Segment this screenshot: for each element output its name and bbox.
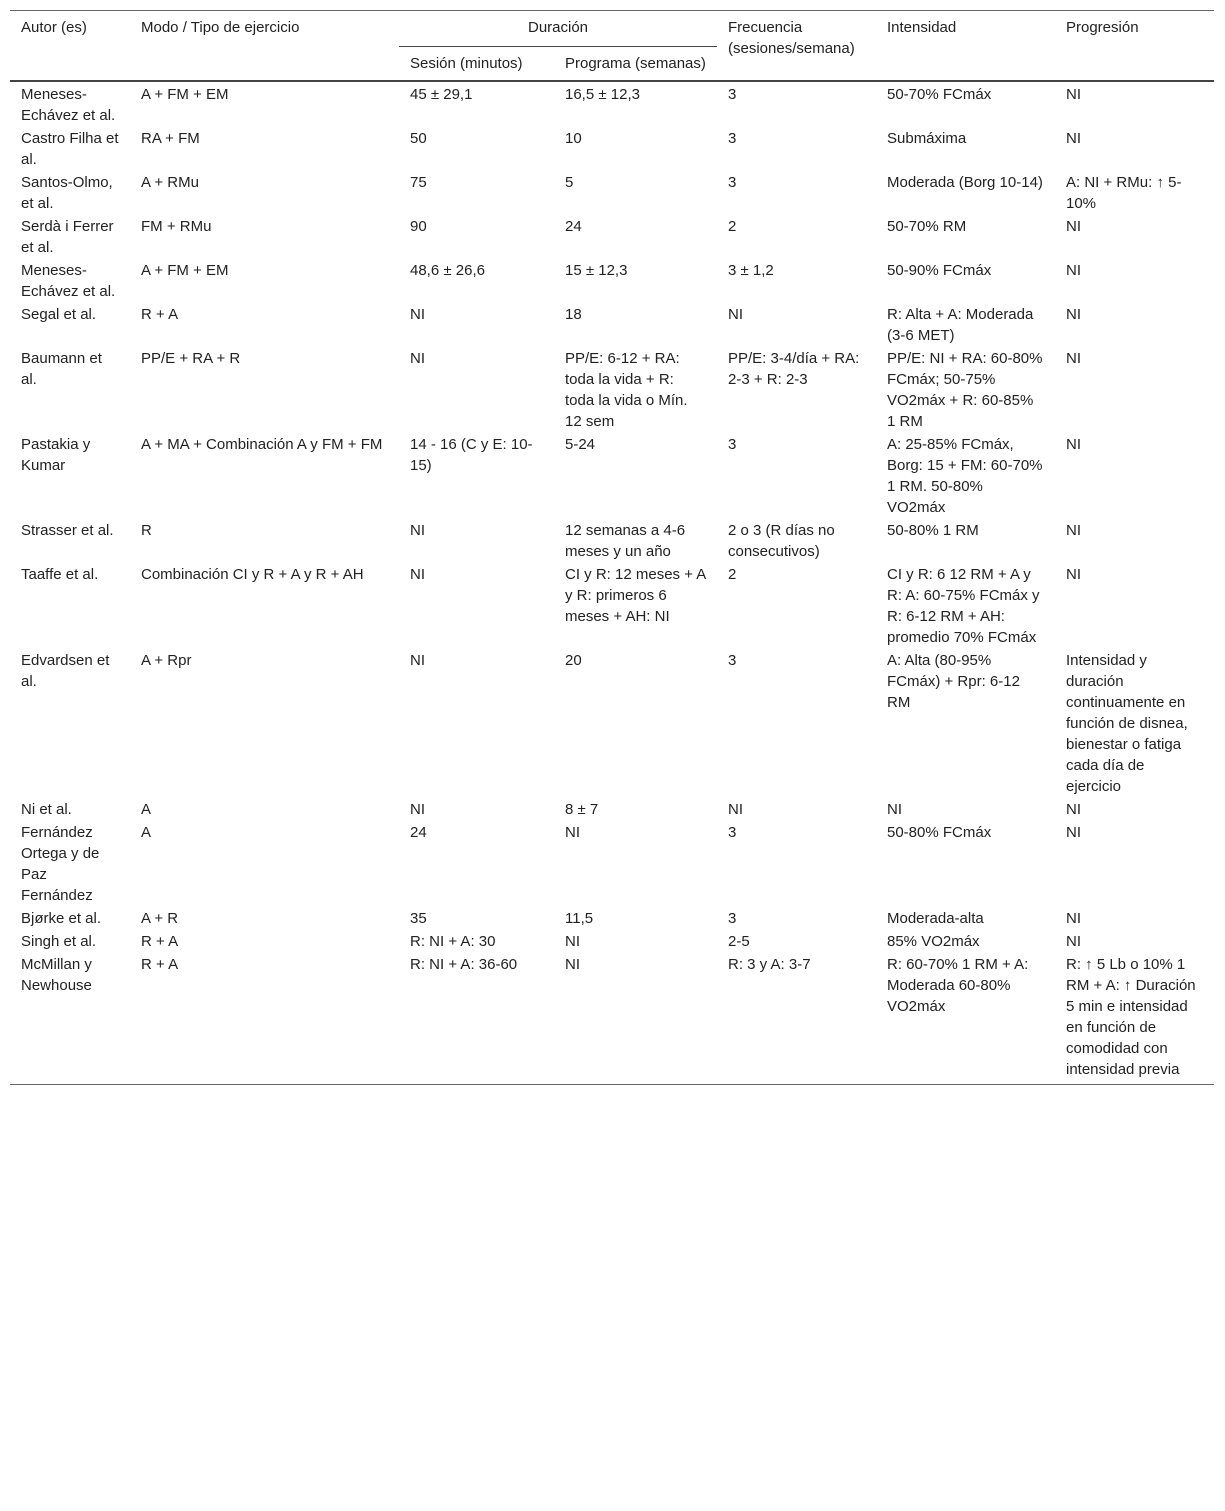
cell-progression: R: ↑ 5 Lb o 10% 1 RM + A: ↑ Duración 5 min e intensidad en función de comodidad con intensidad previa	[1066, 956, 1196, 1078]
cell-author: Ni et al.	[21, 801, 72, 818]
cell-frequency: 3 ± 1,2	[728, 262, 774, 279]
cell-program: 12 semanas a 4-6 meses y un año	[565, 522, 686, 560]
cell-session: NI	[410, 652, 425, 669]
table-row	[10, 798, 1214, 821]
cell-mode: A + R	[141, 910, 179, 927]
table-row	[10, 347, 1214, 433]
cell-intensity: PP/E: NI + RA: 60-80% FCmáx; 50-75% VO2máx + R: 60-85% 1 RM	[887, 350, 1043, 430]
cell-intensity: 50-90% FCmáx	[887, 262, 992, 279]
cell-progression: NI	[1066, 522, 1081, 539]
header-duration: Duración	[399, 11, 717, 47]
cell-mode: R + A	[141, 306, 179, 323]
cell-intensity: 50-80% 1 RM	[887, 522, 979, 539]
table-row	[10, 433, 1214, 519]
cell-mode: A + RMu	[141, 174, 199, 191]
cell-author: McMillan y Newhouse	[21, 956, 92, 994]
cell-progression: NI	[1066, 566, 1081, 583]
cell-session: 14 - 16 (C y E: 10-15)	[410, 436, 533, 474]
cell-author: Pastakia y Kumar	[21, 436, 91, 474]
table-row	[10, 930, 1214, 953]
cell-intensity: CI y R: 6 12 RM + A y R: A: 60-75% FCmáx y R: 6-12 RM + AH: promedio 70% FCmáx	[887, 566, 1040, 646]
cell-frequency: 3	[728, 824, 737, 841]
cell-mode: A + FM + EM	[141, 86, 229, 103]
cell-progression: NI	[1066, 933, 1081, 950]
cell-mode: A	[141, 824, 152, 841]
cell-frequency: 3	[728, 652, 737, 669]
cell-program: 11,5	[565, 910, 594, 927]
cell-mode: A	[141, 801, 152, 818]
cell-program: 20	[565, 652, 582, 669]
cell-progression: NI	[1066, 262, 1081, 279]
cell-frequency: 3	[728, 910, 737, 927]
cell-progression: NI	[1066, 130, 1081, 147]
cell-author: Serdà i Ferrer et al.	[21, 218, 114, 256]
cell-frequency: 3	[728, 130, 737, 147]
table-row	[10, 81, 1214, 127]
cell-session: 75	[410, 174, 427, 191]
cell-session: 35	[410, 910, 427, 927]
cell-frequency: NI	[728, 306, 743, 323]
cell-session: NI	[410, 350, 425, 367]
table-header	[10, 11, 1214, 82]
cell-mode: Combinación CI y R + A y R + AH	[141, 566, 364, 583]
cell-progression: NI	[1066, 350, 1081, 367]
table-row	[10, 519, 1214, 563]
cell-program: NI	[565, 933, 580, 950]
cell-mode: R + A	[141, 933, 179, 950]
cell-author: Edvardsen et al.	[21, 652, 110, 690]
table-row	[10, 259, 1214, 303]
cell-program: 5-24	[565, 436, 596, 453]
cell-frequency: 2	[728, 218, 737, 235]
header-frequency: Frecuencia (sesiones/semana)	[728, 19, 855, 57]
header-session: Sesión (minutos)	[410, 55, 523, 72]
cell-intensity: 50-80% FCmáx	[887, 824, 992, 841]
cell-mode: RA + FM	[141, 130, 200, 147]
table-body	[10, 81, 1214, 1085]
cell-program: 10	[565, 130, 582, 147]
cell-frequency: 3	[728, 174, 737, 191]
cell-session: 90	[410, 218, 427, 235]
cell-program: NI	[565, 956, 580, 973]
cell-mode: R + A	[141, 956, 179, 973]
cell-frequency: 3	[728, 86, 737, 103]
table-row	[10, 215, 1214, 259]
table-row	[10, 649, 1214, 798]
cell-session: NI	[410, 522, 425, 539]
cell-program: 5	[565, 174, 574, 191]
cell-mode: FM + RMu	[141, 218, 212, 235]
cell-progression: NI	[1066, 910, 1081, 927]
cell-mode: R	[141, 522, 152, 539]
table-row	[10, 563, 1214, 649]
table-row	[10, 303, 1214, 347]
cell-progression: NI	[1066, 86, 1081, 103]
cell-progression: NI	[1066, 218, 1081, 235]
cell-mode: A + Rpr	[141, 652, 192, 669]
table-row	[10, 171, 1214, 215]
cell-frequency: PP/E: 3-4/día + RA: 2-3 + R: 2-3	[728, 350, 860, 388]
cell-program: NI	[565, 824, 580, 841]
cell-intensity: Moderada (Borg 10-14)	[887, 174, 1043, 191]
cell-program: 24	[565, 218, 582, 235]
cell-progression: NI	[1066, 824, 1081, 841]
cell-author: Santos-Olmo, et al.	[21, 174, 113, 212]
cell-frequency: 3	[728, 436, 737, 453]
cell-intensity: A: Alta (80-95% FCmáx) + Rpr: 6-12 RM	[887, 652, 1020, 711]
cell-session: 45 ± 29,1	[410, 86, 473, 103]
cell-frequency: 2-5	[728, 933, 750, 950]
header-progression: Progresión	[1066, 19, 1139, 36]
cell-session: NI	[410, 306, 425, 323]
cell-program: 16,5 ± 12,3	[565, 86, 640, 103]
header-intensity: Intensidad	[887, 19, 957, 36]
cell-frequency: R: 3 y A: 3-7	[728, 956, 811, 973]
cell-progression: NI	[1066, 306, 1081, 323]
table-row	[10, 953, 1214, 1085]
cell-session: NI	[410, 801, 425, 818]
cell-progression: Intensidad y duración continuamente en función de disnea, bienestar o fatiga cada día de ejercicio	[1066, 652, 1188, 795]
cell-program: 18	[565, 306, 582, 323]
header-mode: Modo / Tipo de ejercicio	[141, 19, 300, 36]
cell-author: Segal et al.	[21, 306, 97, 323]
cell-intensity: 85% VO2máx	[887, 933, 980, 950]
cell-session: R: NI + A: 30	[410, 933, 496, 950]
cell-progression: A: NI + RMu: ↑ 5-10%	[1066, 174, 1182, 212]
cell-author: Castro Filha et al.	[21, 130, 119, 168]
cell-frequency: 2 o 3 (R días no consecutivos)	[728, 522, 835, 560]
cell-intensity: NI	[887, 801, 902, 818]
cell-author: Taaffe et al.	[21, 566, 99, 583]
cell-intensity: Submáxima	[887, 130, 967, 147]
cell-intensity: R: Alta + A: Moderada (3-6 MET)	[887, 306, 1034, 344]
cell-program: 15 ± 12,3	[565, 262, 628, 279]
cell-session: 24	[410, 824, 427, 841]
cell-intensity: Moderada-alta	[887, 910, 984, 927]
header-author: Autor (es)	[21, 19, 87, 36]
cell-program: CI y R: 12 meses + A y R: primeros 6 meses + AH: NI	[565, 566, 706, 625]
cell-intensity: 50-70% RM	[887, 218, 967, 235]
cell-mode: A + FM + EM	[141, 262, 229, 279]
cell-progression: NI	[1066, 436, 1081, 453]
table-row	[10, 127, 1214, 171]
cell-author: Bjørke et al.	[21, 910, 102, 927]
cell-author: Singh et al.	[21, 933, 97, 950]
cell-author: Meneses-Echávez et al.	[21, 262, 116, 300]
header-program: Programa (semanas)	[565, 55, 706, 72]
cell-frequency: NI	[728, 801, 743, 818]
cell-author: Fernández Ortega y de Paz Fernández	[21, 824, 100, 904]
cell-session: NI	[410, 566, 425, 583]
cell-session: 50	[410, 130, 427, 147]
cell-intensity: R: 60-70% 1 RM + A: Moderada 60-80% VO2máx	[887, 956, 1029, 1015]
cell-progression: NI	[1066, 801, 1081, 818]
cell-program: PP/E: 6-12 + RA: toda la vida + R: toda la vida o Mín. 12 sem	[565, 350, 688, 430]
cell-mode: PP/E + RA + R	[141, 350, 241, 367]
exercise-table	[10, 10, 1214, 1085]
cell-intensity: 50-70% FCmáx	[887, 86, 992, 103]
cell-intensity: A: 25-85% FCmáx, Borg: 15 + FM: 60-70% 1 RM. 50-80% VO2máx	[887, 436, 1043, 516]
table-row	[10, 821, 1214, 907]
cell-author: Meneses-Echávez et al.	[21, 86, 116, 124]
cell-author: Baumann et al.	[21, 350, 102, 388]
table-row	[10, 907, 1214, 930]
cell-author: Strasser et al.	[21, 522, 114, 539]
cell-frequency: 2	[728, 566, 737, 583]
cell-session: 48,6 ± 26,6	[410, 262, 485, 279]
cell-mode: A + MA + Combinación A y FM + FM	[141, 436, 383, 453]
cell-session: R: NI + A: 36-60	[410, 956, 518, 973]
cell-program: 8 ± 7	[565, 801, 599, 818]
